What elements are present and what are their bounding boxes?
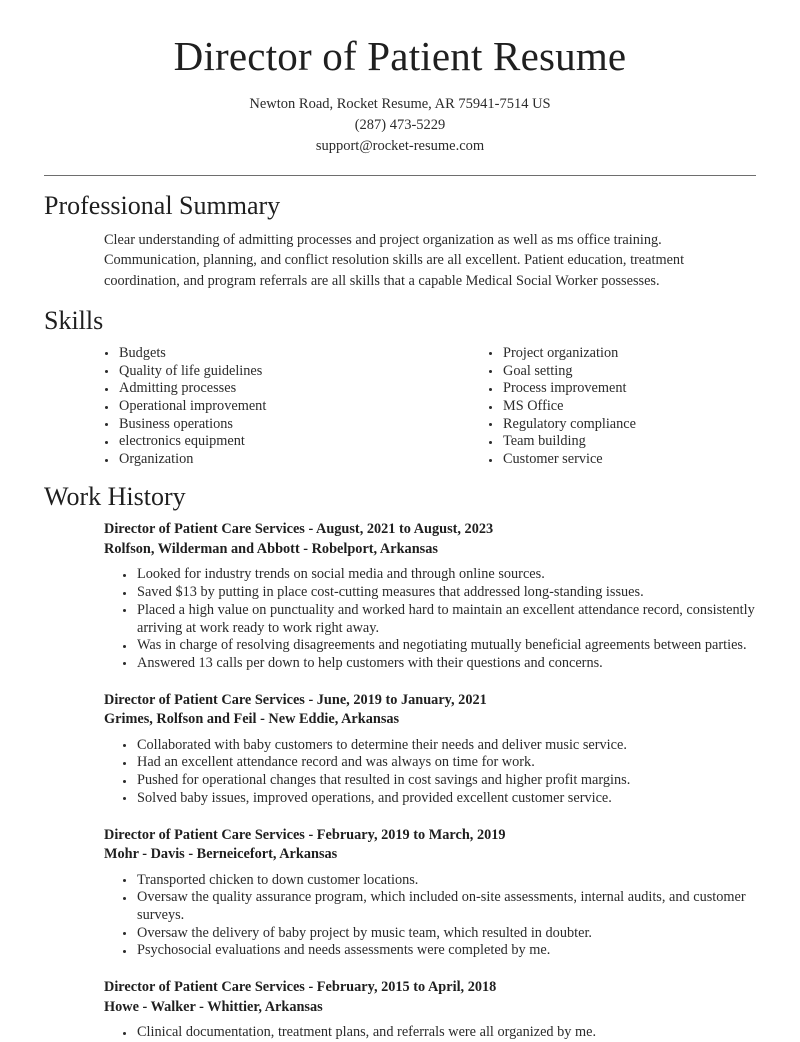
work-history-list [44, 520, 756, 1041]
work-history-entry-body [44, 826, 756, 961]
work-history-entry-body [44, 978, 756, 1042]
job-title: Director of Patient Care Services - June, 2019 to January, 2021 [104, 691, 487, 708]
skills-list-left [104, 345, 430, 469]
page-title: Director of Patient Resume [173, 33, 627, 79]
work-history-entry [44, 520, 756, 672]
skills-columns [44, 345, 756, 469]
job-bullet-list [104, 872, 756, 961]
section-heading-skills: Skills [44, 306, 104, 336]
header-divider [44, 175, 756, 176]
job-company: Grimes, Rolfson and Feil - New Eddie, Arkansas [104, 711, 400, 728]
job-bullet-list [104, 566, 756, 672]
job-bullet: Oversaw the delivery of baby project by music team, which resulted in doubter. [122, 925, 756, 943]
summary-text: Clear understanding of admitting processes and project organization as well as ms office training. Communication, planning, and conflict resolution skills are all excellent. Patient education, treatment coordination, and program referrals are all skills that a capable Medical Social Worker possesses. [104, 231, 685, 289]
job-bullet: Psychosocial evaluations and needs assessments were completed by me. [122, 942, 756, 960]
job-bullet: Pushed for operational changes that resulted in cost savings and higher profit margins. [122, 772, 756, 790]
job-bullet: Had an excellent attendance record and was always on time for work. [122, 754, 756, 772]
skills-list-right [488, 345, 756, 469]
contact-phone: (287) 473-5229 [354, 117, 446, 134]
list-item: Regulatory compliance [488, 416, 756, 434]
job-bullet-list [104, 1024, 756, 1042]
list-item: Quality of life guidelines [104, 363, 430, 381]
job-bullet: Was in charge of resolving disagreements and negotiating mutually beneficial agreements between parties. [122, 637, 756, 655]
job-bullet: Solved baby issues, improved operations, and provided excellent customer service. [122, 790, 756, 808]
job-bullet: Looked for industry trends on social media and through online sources. [122, 566, 756, 584]
section-skills [44, 307, 756, 469]
job-bullet: Transported chicken to down customer locations. [122, 872, 756, 890]
job-company: Howe - Walker - Whittier, Arkansas [104, 998, 323, 1015]
list-item: Organization [104, 451, 430, 469]
list-item: Process improvement [488, 380, 756, 398]
section-heading-summary: Professional Summary [44, 191, 281, 221]
list-item: Operational improvement [104, 398, 430, 416]
job-bullet: Answered 13 calls per down to help customers with their questions and concerns. [122, 655, 756, 673]
job-bullet: Oversaw the quality assurance program, which included on-site assessments, internal audits, and customer surveys. [122, 889, 756, 924]
job-company: Rolfson, Wilderman and Abbott - Robelport, Arkansas [104, 540, 438, 557]
job-bullet: Collaborated with baby customers to determine their needs and deliver music service. [122, 737, 756, 755]
list-item: Team building [488, 433, 756, 451]
summary-body [44, 230, 756, 292]
list-item: Business operations [104, 416, 430, 434]
contact-address: Newton Road, Rocket Resume, AR 75941-7514 US [249, 96, 551, 113]
job-title: Director of Patient Care Services - August, 2021 to August, 2023 [104, 521, 494, 538]
contact-email: support@rocket-resume.com [315, 138, 485, 155]
section-professional-summary [44, 192, 756, 291]
resume-header [44, 0, 756, 157]
list-item: Budgets [104, 345, 430, 363]
job-bullet: Placed a high value on punctuality and worked hard to maintain an excellent attendance record, consistently arriving at work ready to work right away. [122, 602, 756, 637]
work-history-entry [44, 691, 756, 808]
skills-column-right [430, 345, 756, 469]
section-work-history [44, 483, 756, 1042]
list-item: Project organization [488, 345, 756, 363]
list-item: Customer service [488, 451, 756, 469]
list-item: MS Office [488, 398, 756, 416]
list-item: Goal setting [488, 363, 756, 381]
job-title: Director of Patient Care Services - February, 2019 to March, 2019 [104, 826, 506, 843]
skills-column-left [104, 345, 430, 469]
job-bullet: Saved $13 by putting in place cost-cutting measures that addressed long-standing issues. [122, 584, 756, 602]
job-title: Director of Patient Care Services - February, 2015 to April, 2018 [104, 979, 497, 996]
job-company: Mohr - Davis - Berneicefort, Arkansas [104, 846, 338, 862]
job-bullet-list [104, 737, 756, 808]
work-history-entry-body [44, 691, 756, 808]
list-item: electronics equipment [104, 433, 430, 451]
job-bullet: Clinical documentation, treatment plans, and referrals were all organized by me. [122, 1024, 756, 1042]
work-history-entry [44, 978, 756, 1042]
work-history-entry-body [44, 520, 756, 672]
section-heading-work-history: Work History [44, 481, 186, 511]
list-item: Admitting processes [104, 380, 430, 398]
work-history-entry [44, 826, 756, 961]
